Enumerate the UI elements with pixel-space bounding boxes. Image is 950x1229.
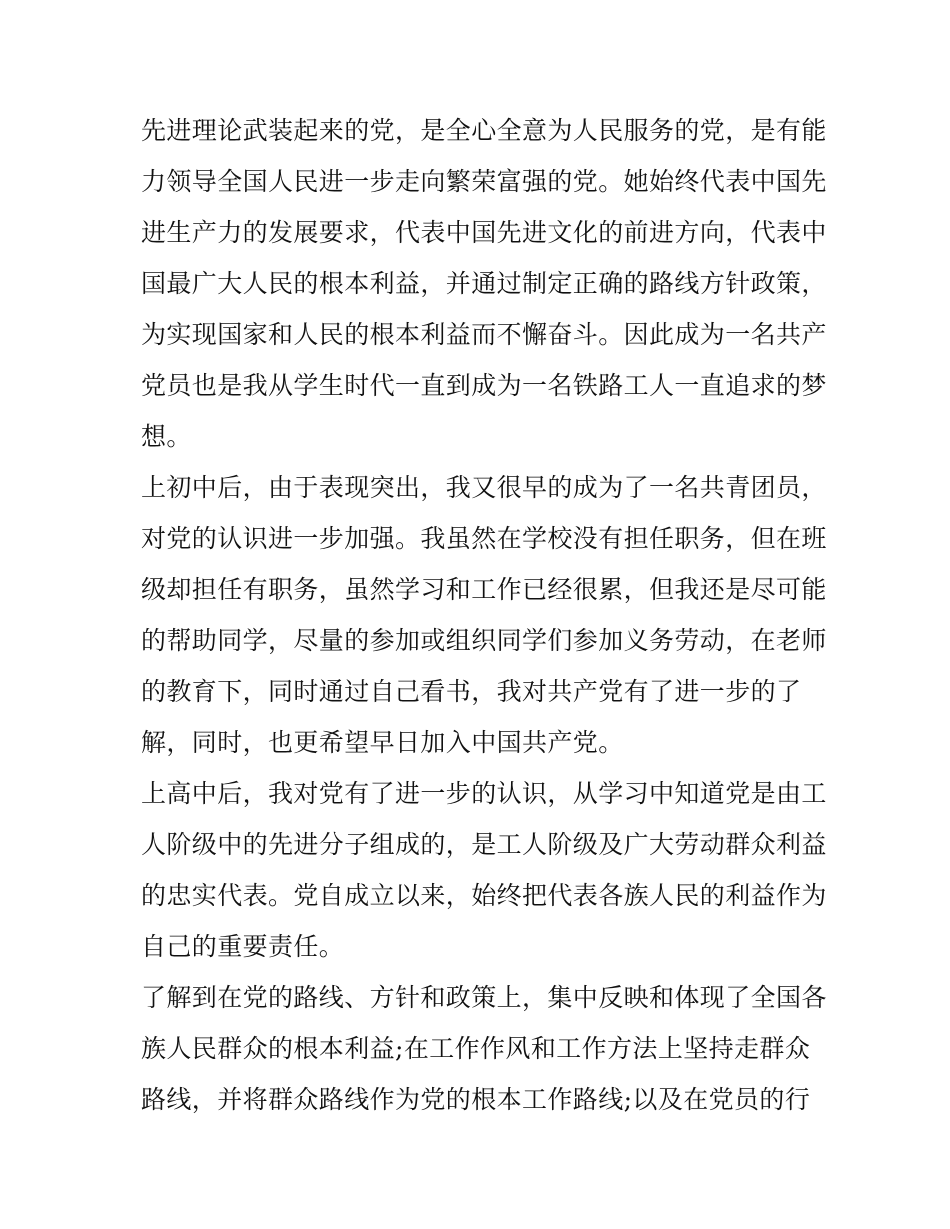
text-line: 上初中后，由于表现突出，我又很早的成为了一名共青团员， <box>141 473 827 502</box>
text-line: 党员也是我从学生时代一直到成为一名铁路工人一直追求的梦 <box>141 371 827 400</box>
text-line: 想。 <box>141 422 192 451</box>
text-line: 路线，并将群众路线作为党的根本工作路线;以及在党员的行 <box>141 1085 811 1114</box>
text-line: 力领导全国人民进一步走向繁荣富强的党。她始终代表中国先 <box>141 167 827 196</box>
text-line: 自己的重要责任。 <box>141 932 345 961</box>
text-line: 上高中后，我对党有了进一步的认识，从学习中知道党是由工 <box>141 779 827 808</box>
text-line: 为实现国家和人民的根本利益而不懈奋斗。因此成为一名共产 <box>141 320 827 349</box>
text-line: 的帮助同学，尽量的参加或组织同学们参加义务劳动，在老师 <box>141 626 827 655</box>
text-line: 的教育下，同时通过自己看书，我对共产党有了进一步的了 <box>141 677 802 706</box>
text-line: 族人民群众的根本利益;在工作作风和工作方法上坚持走群众 <box>141 1034 811 1063</box>
text-line: 先进理论武装起来的党，是全心全意为人民服务的党，是有能 <box>141 116 827 145</box>
text-line: 人阶级中的先进分子组成的，是工人阶级及广大劳动群众利益 <box>141 830 827 859</box>
document-body <box>141 105 827 1125</box>
text-line: 级却担任有职务，虽然学习和工作已经很累，但我还是尽可能 <box>141 575 827 604</box>
text-line: 对党的认识进一步加强。我虽然在学校没有担任职务，但在班 <box>141 524 827 553</box>
text-line: 的忠实代表。党自成立以来，始终把代表各族人民的利益作为 <box>141 881 827 910</box>
text-line: 了解到在党的路线、方针和政策上，集中反映和体现了全国各 <box>141 983 827 1012</box>
text-line: 解，同时，也更希望早日加入中国共产党。 <box>141 728 624 757</box>
text-line: 国最广大人民的根本利益，并通过制定正确的路线方针政策， <box>141 269 827 298</box>
text-line: 进生产力的发展要求，代表中国先进文化的前进方向，代表中 <box>141 218 827 247</box>
